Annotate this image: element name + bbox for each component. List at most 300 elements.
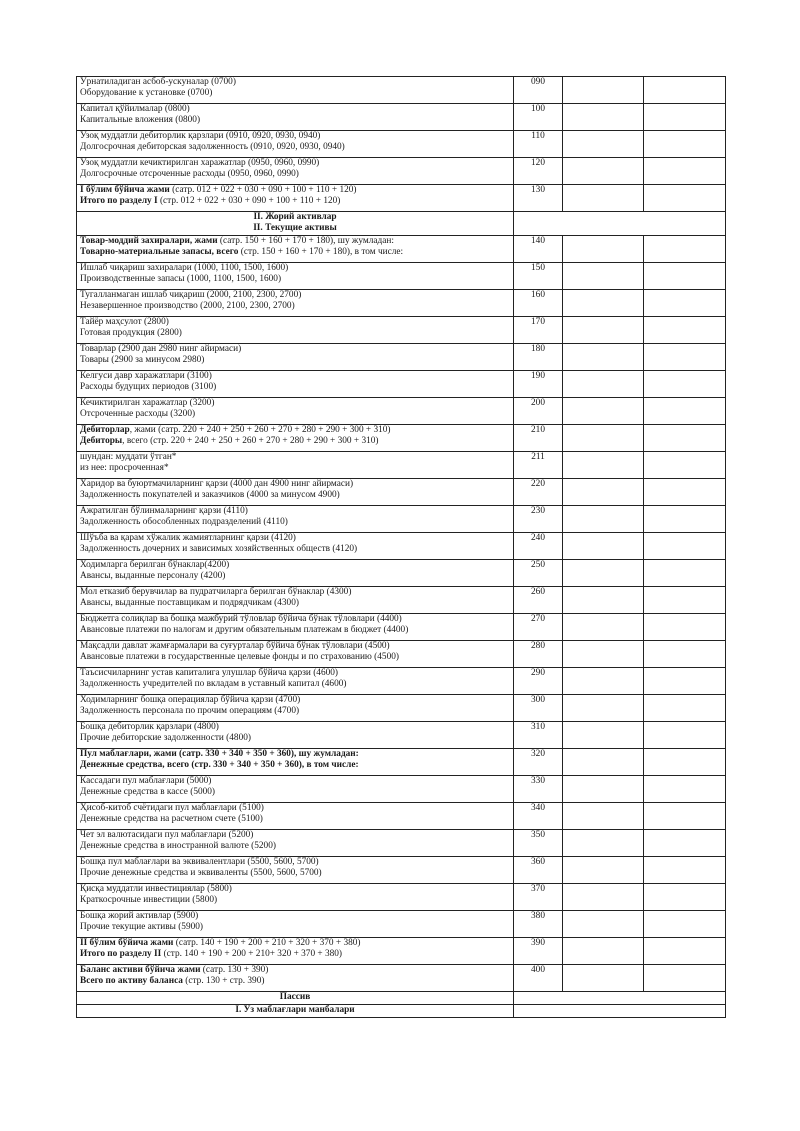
table-row xyxy=(77,235,726,262)
label-fragment: (сатр. 130 + 390) xyxy=(200,964,269,975)
label-fragment: Производственные запасы (1000, 1100, 1500, 1600) xyxy=(80,274,282,285)
value-start-cell xyxy=(563,640,644,667)
value-end-cell xyxy=(644,505,726,532)
value-end-cell xyxy=(644,532,726,559)
label-fragment: Ҳисоб-китоб счётидаги пул маблағлари (5100) xyxy=(80,802,264,813)
value-end-cell xyxy=(644,694,726,721)
row-label-line xyxy=(80,290,510,301)
label-fragment: Қисқа муддатли инвестициялар (5800) xyxy=(80,883,232,894)
label-fragment: Узоқ муддатли кечиктирилган харажатлар (0950, 0960, 0990) xyxy=(80,158,320,168)
row-code: 380 xyxy=(514,910,563,937)
row-label-line xyxy=(80,328,510,339)
row-label xyxy=(77,343,514,370)
table-row xyxy=(77,424,726,451)
label-fragment: Товарлар (2900 дан 2980 нинг айирмаси) xyxy=(80,343,242,354)
label-fragment: Краткосрочные инвестиции (5800) xyxy=(80,895,218,906)
row-label-line xyxy=(80,625,510,636)
row-label-line xyxy=(80,922,510,933)
row-code: 190 xyxy=(514,370,563,397)
row-label-line xyxy=(80,463,510,474)
value-start-cell xyxy=(563,451,644,478)
row-code: 090 xyxy=(514,77,563,104)
row-label-line xyxy=(80,706,510,717)
row-label-line xyxy=(80,614,510,625)
row-label xyxy=(77,104,514,131)
row-label-line xyxy=(80,236,510,247)
row-label-line xyxy=(80,517,510,528)
value-end-cell xyxy=(644,451,726,478)
row-label xyxy=(77,937,514,964)
value-start-cell xyxy=(563,856,644,883)
row-label-line xyxy=(80,760,510,771)
label-fragment: Товар-моддий захиралари, жами xyxy=(80,235,218,246)
row-label-line xyxy=(80,668,510,679)
row-code: 170 xyxy=(514,316,563,343)
table-row xyxy=(77,937,726,964)
label-fragment: Дебиторлар xyxy=(80,424,130,435)
value-start-cell xyxy=(563,77,644,104)
label-fragment: Келгуси давр харажатлари (3100) xyxy=(80,370,212,381)
row-code: 300 xyxy=(514,694,563,721)
label-fragment: Оборудование к установке (0700) xyxy=(80,88,213,99)
row-code: 250 xyxy=(514,559,563,586)
row-label-line xyxy=(80,371,510,382)
label-fragment: Задолженность персонала по прочим операциям (4700) xyxy=(80,706,300,717)
section-header-row xyxy=(77,991,726,1004)
row-label xyxy=(77,640,514,667)
label-fragment: Товары (2900 за минусом 2980) xyxy=(80,355,205,366)
value-start-cell xyxy=(563,964,644,991)
section-title xyxy=(77,991,514,1004)
value-end-cell xyxy=(644,158,726,185)
row-code: 350 xyxy=(514,829,563,856)
label-fragment: Незавершенное производство (2000, 2100, 2300, 2700) xyxy=(80,301,295,312)
row-label-line xyxy=(80,722,510,733)
value-end-cell xyxy=(644,478,726,505)
label-fragment: Пул маблағлари, жами (сатр. 330 + 340 + 350 + 360), шу жумладан: xyxy=(80,748,359,759)
row-label-line xyxy=(80,77,510,88)
row-code: 360 xyxy=(514,856,563,883)
label-fragment: Авансовые платежи по налогам и другим обязательным платежам в бюджет (4400) xyxy=(80,625,409,636)
row-code: 260 xyxy=(514,586,563,613)
row-label xyxy=(77,262,514,289)
section-title xyxy=(77,212,514,236)
row-label-line xyxy=(80,185,510,196)
table-row xyxy=(77,451,726,478)
value-start-cell xyxy=(563,158,644,185)
value-start-cell xyxy=(563,131,644,158)
value-start-cell xyxy=(563,586,644,613)
value-end-cell xyxy=(644,856,726,883)
row-label xyxy=(77,586,514,613)
table-row xyxy=(77,289,726,316)
row-label-line xyxy=(80,733,510,744)
row-code: 240 xyxy=(514,532,563,559)
label-fragment: Итого по разделу II xyxy=(80,949,162,960)
row-label-line xyxy=(80,803,510,814)
table-row xyxy=(77,829,726,856)
label-fragment: Кечиктирилган харажатлар (3200) xyxy=(80,397,215,408)
row-label xyxy=(77,235,514,262)
row-code: 150 xyxy=(514,262,563,289)
value-end-cell xyxy=(644,802,726,829)
label-fragment: шундан: муддати ўтган* xyxy=(80,451,177,462)
label-fragment: Кассадаги пул маблағлари (5000) xyxy=(80,775,212,786)
value-start-cell xyxy=(563,289,644,316)
row-label xyxy=(77,131,514,158)
row-label-line xyxy=(80,301,510,312)
row-label-line xyxy=(80,814,510,825)
label-fragment: (стр. 150 + 160 + 170 + 180), в том числе: xyxy=(238,247,404,258)
row-code: 280 xyxy=(514,640,563,667)
value-start-cell xyxy=(563,478,644,505)
row-label-line xyxy=(80,382,510,393)
label-fragment: Дебиторы xyxy=(80,436,123,447)
value-start-cell xyxy=(563,235,644,262)
row-label-line xyxy=(80,169,510,180)
label-fragment: Отсроченные расходы (3200) xyxy=(80,409,196,420)
value-end-cell xyxy=(644,316,726,343)
section-code-cell xyxy=(514,991,726,1004)
label-fragment: Тугалланмаган ишлаб чиқариш (2000, 2100, 2300, 2700) xyxy=(80,289,302,300)
label-fragment: Прочие текущие активы (5900) xyxy=(80,922,203,933)
row-label-line xyxy=(80,652,510,663)
label-fragment: Бошқа жорий активлар (5900) xyxy=(80,910,199,921)
row-code: 160 xyxy=(514,289,563,316)
row-label xyxy=(77,397,514,424)
label-fragment: I бўлим бўйича жами xyxy=(80,185,170,195)
row-code: 340 xyxy=(514,802,563,829)
value-start-cell xyxy=(563,370,644,397)
row-label-line xyxy=(80,965,510,976)
value-start-cell xyxy=(563,802,644,829)
label-fragment: Авансовые платежи в государственные целевые фонды и по страхованию (4500) xyxy=(80,652,399,663)
value-end-cell xyxy=(644,937,726,964)
row-label-line xyxy=(80,344,510,355)
row-label-line xyxy=(80,544,510,555)
table-row xyxy=(77,316,726,343)
row-label xyxy=(77,964,514,991)
label-fragment: Задолженность дочерних и зависимых хозяйственных обществ (4120) xyxy=(80,544,358,555)
value-end-cell xyxy=(644,883,726,910)
table-row xyxy=(77,158,726,185)
label-fragment: Денежные средства в иностранной валюте (5200) xyxy=(80,841,276,852)
row-label-line xyxy=(80,436,510,447)
row-label xyxy=(77,370,514,397)
value-start-cell xyxy=(563,829,644,856)
label-fragment: , жами (сатр. 220 + 240 + 250 + 260 + 270 + 280 + 290 + 300 + 310) xyxy=(129,424,391,435)
row-label-line xyxy=(80,274,510,285)
label-fragment: Ходимларнинг бошқа операциялар бўйича қарзи (4700) xyxy=(80,694,301,705)
row-label-line xyxy=(80,787,510,798)
table-row xyxy=(77,185,726,212)
label-fragment: Мол етказиб берувчилар ва пудратчиларга берилган бўнаклар (4300) xyxy=(80,586,352,597)
value-end-cell xyxy=(644,667,726,694)
row-label-line xyxy=(80,857,510,868)
row-label xyxy=(77,775,514,802)
label-fragment: Задолженность покупателей и заказчиков (4000 за минусом 4900) xyxy=(80,490,340,501)
label-fragment: Денежные средства в кассе (5000) xyxy=(80,787,216,798)
label-fragment: Бошқа пул маблағлари ва эквивалентлари (5500, 5600, 5700) xyxy=(80,856,319,867)
value-start-cell xyxy=(563,104,644,131)
label-fragment: Бошқа дебиторлик қарзлари (4800) xyxy=(80,721,219,732)
label-fragment: Авансы, выданные поставщикам и подрядчикам (4300) xyxy=(80,598,299,609)
row-code: 390 xyxy=(514,937,563,964)
value-end-cell xyxy=(644,748,726,775)
table-row xyxy=(77,640,726,667)
label-fragment: Готовая продукция (2800) xyxy=(80,328,182,339)
label-fragment: (сатр. 012 + 022 + 030 + 090 + 100 + 110 + 120) xyxy=(169,185,357,195)
row-label xyxy=(77,424,514,451)
row-code: 200 xyxy=(514,397,563,424)
label-fragment: Расходы будущих периодов (3100) xyxy=(80,382,217,393)
value-start-cell xyxy=(563,937,644,964)
row-label-line xyxy=(80,104,510,115)
row-label-line xyxy=(80,506,510,517)
row-label-line xyxy=(80,490,510,501)
row-label xyxy=(77,316,514,343)
value-end-cell xyxy=(644,910,726,937)
table-row xyxy=(77,964,726,991)
table-row xyxy=(77,532,726,559)
label-fragment: Товарно-материальные запасы, всего xyxy=(80,247,239,258)
value-end-cell xyxy=(644,235,726,262)
table-row xyxy=(77,104,726,131)
row-label-line xyxy=(80,938,510,949)
label-fragment: Задолженность обособленных подразделений (4110) xyxy=(80,517,288,528)
row-label xyxy=(77,451,514,478)
label-fragment: Шўъба ва қарам хўжалик жамиятларнинг қарзи (4120) xyxy=(80,532,296,543)
label-fragment: Денежные средства на расчетном счете (5100) xyxy=(80,814,263,825)
label-fragment: Таъсисчиларнинг устав капиталига улушлар бўйича қарзи (4600) xyxy=(80,667,338,678)
label-fragment: Денежные средства, всего (стр. 330 + 340 + 350 + 360), в том числе: xyxy=(80,760,359,771)
row-label-line xyxy=(80,571,510,582)
label-fragment: Ажратилган бўлинмаларнинг қарзи (4110) xyxy=(80,505,248,516)
row-label-line xyxy=(80,196,510,207)
row-code: 210 xyxy=(514,424,563,451)
table-row xyxy=(77,262,726,289)
label-fragment: (сатр. 150 + 160 + 170 + 180), шу жумладан: xyxy=(217,235,394,246)
label-fragment: Прочие денежные средства и эквиваленты (5500, 5600, 5700) xyxy=(80,868,322,879)
label-fragment: Бюджетга солиқлар ва бошқа мажбурий тўловлар бўйича бўнак тўловлари (4400) xyxy=(80,613,402,624)
row-code: 310 xyxy=(514,721,563,748)
value-end-cell xyxy=(644,370,726,397)
row-code: 180 xyxy=(514,343,563,370)
section-header-row xyxy=(77,212,726,236)
value-end-cell xyxy=(644,343,726,370)
row-label xyxy=(77,559,514,586)
row-label xyxy=(77,694,514,721)
row-label-line xyxy=(80,868,510,879)
value-start-cell xyxy=(563,559,644,586)
row-label-line xyxy=(80,976,510,987)
row-label-line xyxy=(80,587,510,598)
table-row xyxy=(77,370,726,397)
row-code: 330 xyxy=(514,775,563,802)
row-label-line xyxy=(80,115,510,126)
row-label xyxy=(77,721,514,748)
value-start-cell xyxy=(563,910,644,937)
label-fragment: Узоқ муддатли дебиторлик қарзлари (0910, 0920, 0930, 0940) xyxy=(80,131,321,141)
label-fragment: (стр. 140 + 190 + 200 + 210+ 320 + 370 + 380) xyxy=(161,949,343,960)
row-label-line xyxy=(80,158,510,169)
value-end-cell xyxy=(644,829,726,856)
label-fragment: Мақсадли давлат жамғармалари ва суғурталар бўйича бўнак тўловлари (4500) xyxy=(80,640,390,651)
row-label-line xyxy=(80,895,510,906)
value-start-cell xyxy=(563,613,644,640)
value-end-cell xyxy=(644,964,726,991)
row-label-line xyxy=(80,598,510,609)
label-fragment: Ишлаб чиқариш захиралари (1000, 1100, 1500, 1600) xyxy=(80,262,289,273)
section-title-line: II. Текущие активы xyxy=(253,223,337,234)
row-label xyxy=(77,829,514,856)
row-label-line xyxy=(80,263,510,274)
table-row xyxy=(77,131,726,158)
table-row xyxy=(77,910,726,937)
table-row xyxy=(77,883,726,910)
row-label-line xyxy=(80,949,510,960)
row-label xyxy=(77,613,514,640)
value-end-cell xyxy=(644,289,726,316)
table-row xyxy=(77,721,726,748)
row-label xyxy=(77,910,514,937)
label-fragment: Капитальные вложения (0800) xyxy=(80,115,201,126)
value-end-cell xyxy=(644,131,726,158)
label-fragment: (стр. 012 + 022 + 030 + 090 + 100 + 110 + 120) xyxy=(157,196,341,207)
value-start-cell xyxy=(563,262,644,289)
label-fragment: Всего по активу баланса xyxy=(80,976,183,987)
row-label xyxy=(77,802,514,829)
label-fragment: Долгосрочная дебиторская задолженность (0910, 0920, 0930, 0940) xyxy=(80,142,345,153)
label-fragment: Баланс активи бўйича жами xyxy=(80,964,201,975)
row-label-line xyxy=(80,425,510,436)
row-code: 130 xyxy=(514,185,563,212)
table-row xyxy=(77,77,726,104)
value-end-cell xyxy=(644,586,726,613)
row-code: 370 xyxy=(514,883,563,910)
section-code-cell xyxy=(514,212,726,236)
value-start-cell xyxy=(563,532,644,559)
row-label-line xyxy=(80,841,510,852)
table-row xyxy=(77,802,726,829)
row-code: 400 xyxy=(514,964,563,991)
value-end-cell xyxy=(644,262,726,289)
row-label-line xyxy=(80,641,510,652)
section-title-line: Пассив xyxy=(279,991,311,1002)
value-end-cell xyxy=(644,559,726,586)
row-label-line xyxy=(80,695,510,706)
row-code: 220 xyxy=(514,478,563,505)
row-code: 211 xyxy=(514,451,563,478)
row-label-line xyxy=(80,911,510,922)
table-row xyxy=(77,505,726,532)
row-label-line xyxy=(80,317,510,328)
label-fragment: Харидор ва буюртмачиларнинг қарзи (4000 дан 4900 нинг айирмаси) xyxy=(80,478,354,489)
row-label xyxy=(77,185,514,212)
label-fragment: Прочие дебиторские задолженности (4800) xyxy=(80,733,251,744)
row-label xyxy=(77,505,514,532)
row-label-line xyxy=(80,452,510,463)
row-code: 140 xyxy=(514,235,563,262)
label-fragment: (стр. 130 + стр. 390) xyxy=(182,976,265,987)
value-end-cell xyxy=(644,424,726,451)
row-code: 290 xyxy=(514,667,563,694)
table-row xyxy=(77,559,726,586)
row-label-line xyxy=(80,560,510,571)
row-label xyxy=(77,158,514,185)
value-start-cell xyxy=(563,397,644,424)
label-fragment: Итого по разделу I xyxy=(80,196,158,207)
row-label xyxy=(77,289,514,316)
row-label-line xyxy=(80,409,510,420)
row-code: 110 xyxy=(514,131,563,158)
value-start-cell xyxy=(563,185,644,212)
value-start-cell xyxy=(563,748,644,775)
row-label-line xyxy=(80,479,510,490)
label-fragment: Долгосрочные отсроченные расходы (0950, 0960, 0990) xyxy=(80,169,299,180)
section-title-line: II. Жорий активлар xyxy=(253,212,337,222)
value-start-cell xyxy=(563,721,644,748)
value-end-cell xyxy=(644,640,726,667)
value-start-cell xyxy=(563,505,644,532)
row-label xyxy=(77,748,514,775)
row-label xyxy=(77,478,514,505)
label-fragment: Ходимларга берилган бўнаклар(4200) xyxy=(80,559,230,570)
section-title xyxy=(77,1004,514,1017)
value-end-cell xyxy=(644,613,726,640)
value-start-cell xyxy=(563,694,644,721)
row-label-line xyxy=(80,533,510,544)
value-end-cell xyxy=(644,77,726,104)
row-label-line xyxy=(80,142,510,153)
table-row xyxy=(77,586,726,613)
value-start-cell xyxy=(563,667,644,694)
value-start-cell xyxy=(563,775,644,802)
value-end-cell xyxy=(644,185,726,212)
row-label-line xyxy=(80,776,510,787)
value-end-cell xyxy=(644,104,726,131)
label-fragment: Задолженность учредителей по вкладам в уставный капитал (4600) xyxy=(80,679,347,690)
label-fragment: Авансы, выданные персоналу (4200) xyxy=(80,571,226,582)
row-label xyxy=(77,856,514,883)
label-fragment: II бўлим бўйича жами xyxy=(80,937,174,948)
section-header-row xyxy=(77,1004,726,1017)
row-label-line xyxy=(80,88,510,99)
row-label-line xyxy=(80,679,510,690)
label-fragment: Ўрнатиладиган асбоб-ускуналар (0700) xyxy=(80,77,236,87)
label-fragment: , всего (стр. 220 + 240 + 250 + 260 + 270 + 280 + 290 + 300 + 310) xyxy=(122,436,379,447)
row-label xyxy=(77,883,514,910)
label-fragment: (сатр. 140 + 190 + 200 + 210 + 320 + 370 + 380) xyxy=(173,937,361,948)
section-title-line: I. Ўз маблағлари манбалари xyxy=(235,1004,355,1015)
balance-sheet-body xyxy=(77,77,726,1018)
row-code: 120 xyxy=(514,158,563,185)
row-code: 270 xyxy=(514,613,563,640)
table-row xyxy=(77,748,726,775)
row-code: 320 xyxy=(514,748,563,775)
row-label xyxy=(77,532,514,559)
table-row xyxy=(77,613,726,640)
table-row xyxy=(77,856,726,883)
value-start-cell xyxy=(563,883,644,910)
label-fragment: Чет эл валютасидаги пул маблағлари (5200) xyxy=(80,829,254,840)
row-label-line xyxy=(80,355,510,366)
balance-sheet-table xyxy=(76,76,726,1018)
row-label-line xyxy=(80,830,510,841)
section-code-cell xyxy=(514,1004,726,1017)
row-label xyxy=(77,77,514,104)
table-row xyxy=(77,478,726,505)
